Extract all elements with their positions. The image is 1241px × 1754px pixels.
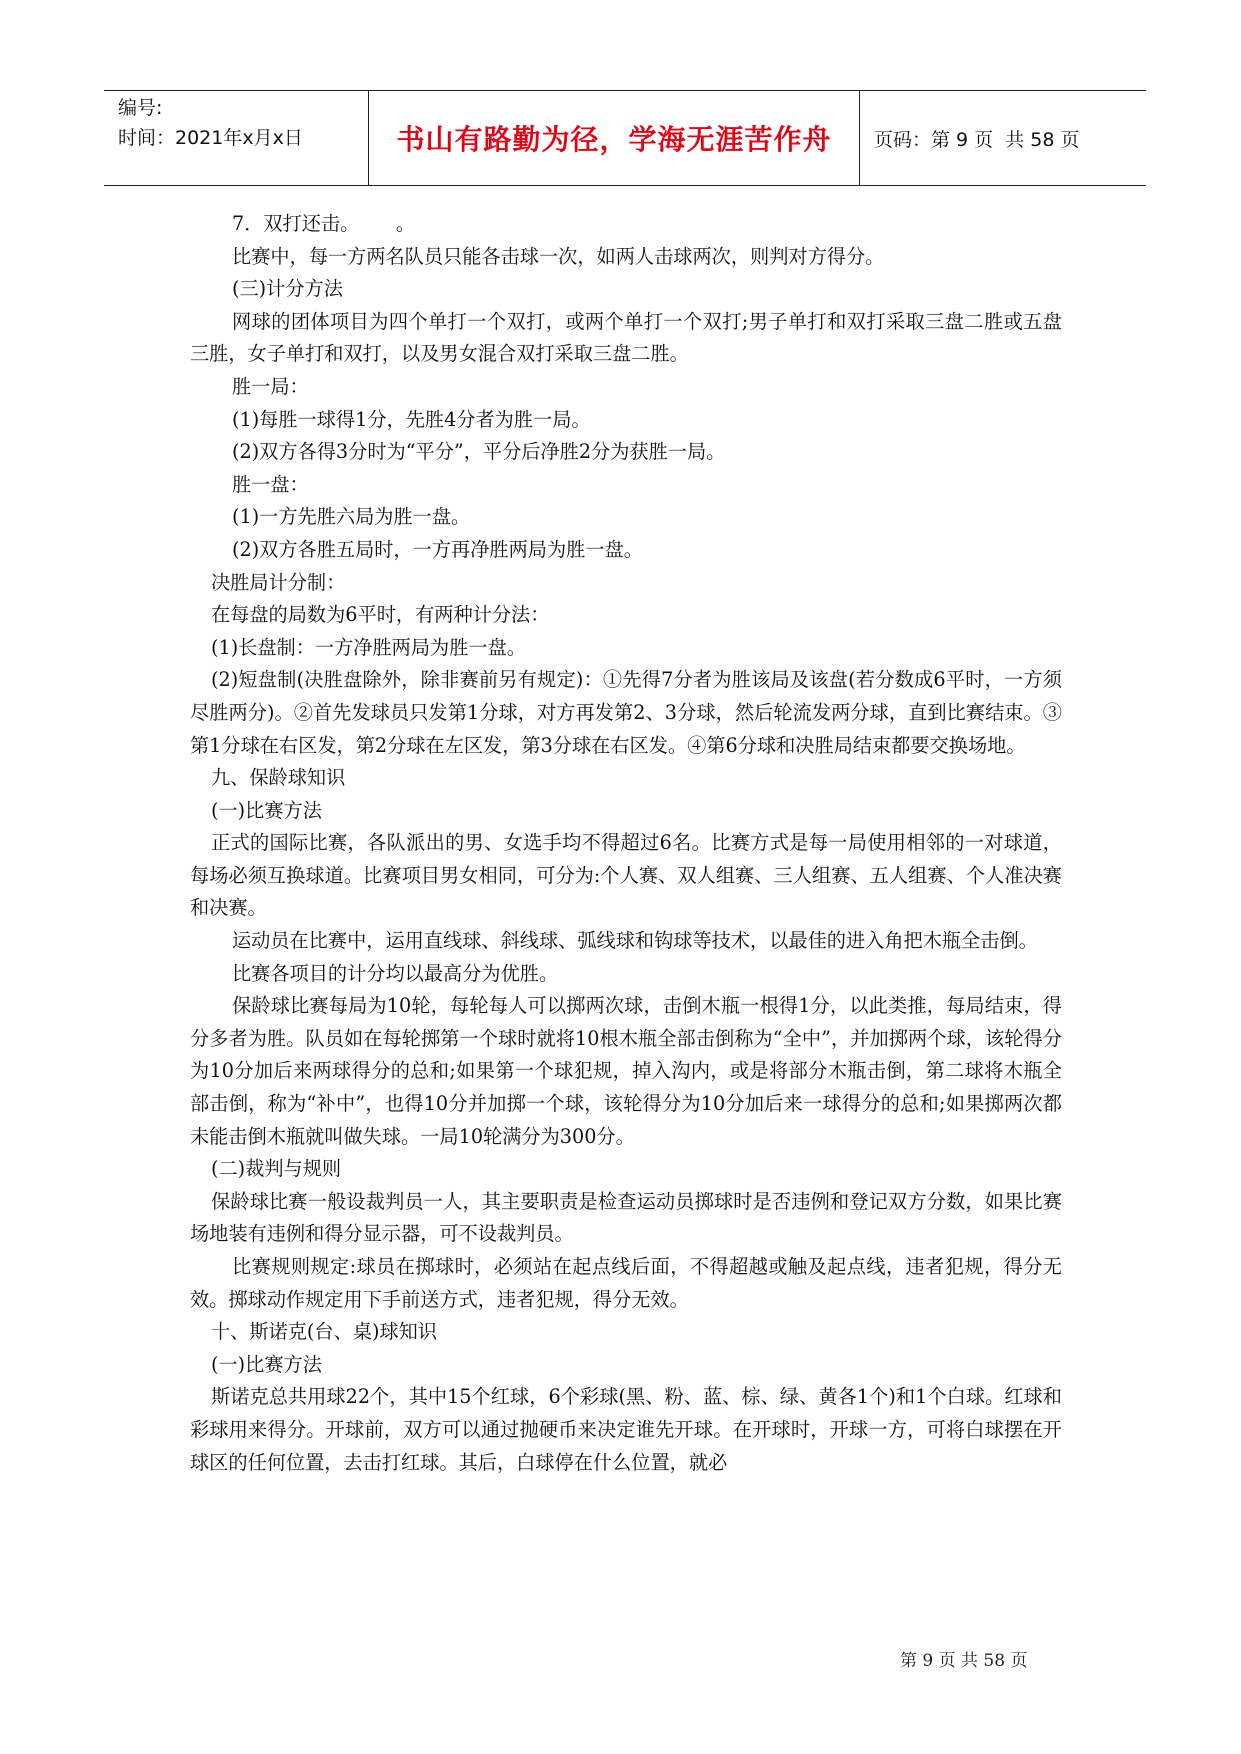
body-paragraph: 胜一局： [232, 374, 309, 398]
number-label: 编号: [118, 97, 163, 119]
body-paragraph: (2)双方各得3分时为“平分”，平分后净胜2分为获胜一局。 [232, 440, 726, 464]
body-paragraph: 网球的团体项目为四个单打一个双打，或两个单打一个双打;男子单打和双打采取三盘二胜或五盘三胜，女子单打和双打，以及男女混合双打采取三盘二胜。 [190, 309, 1062, 366]
document-header [104, 90, 1146, 186]
body-paragraph: 比赛各项目的计分均以最高分为优胜。 [232, 961, 559, 985]
header-motto: 书山有路勤为径，学海无涯苦作舟 [396, 123, 832, 156]
body-paragraph: (1)长盘制：一方净胜两局为胜一盘。 [211, 635, 526, 659]
header-page-info: 页码：第 9 页 共 58 页 [874, 128, 1080, 151]
document-body [190, 208, 1062, 1479]
body-paragraph: 十、斯诺克(台、桌)球知识 [211, 1320, 438, 1344]
body-paragraph: 7．双打还击。 。 [232, 212, 416, 235]
body-paragraph: (三)计分方法 [232, 277, 343, 301]
body-paragraph: 正式的国际比赛，各队派出的男、女选手均不得超过6名。比赛方式是每一局使用相邻的一对球道，每场必须互换球道。比赛项目男女相同，可分为:个人赛、双人组赛、三人组赛、五人组赛、个人准决赛和决赛。 [190, 831, 1062, 920]
body-paragraph: 在每盘的局数为6平时，有两种计分法： [211, 603, 550, 627]
header-meta [118, 93, 364, 153]
body-paragraph: 斯诺克总共用球22个，其中15个红球，6个彩球(黑、粉、蓝、棕、绿、黄各1个)和1个白球。红球和彩球用来得分。开球前，双方可以通过抛硬币来决定谁先开球。在开球时，开球一方，可将白球摆在开球区的任何位置，去击打红球。其后，白球停在什么位置，就必 [190, 1385, 1062, 1474]
body-paragraph: 比赛中，每一方两名队员只能各击球一次，如两人击球两次，则判对方得分。 [232, 244, 885, 268]
body-paragraph: 保龄球比赛每局为10轮，每轮每人可以掷两次球，击倒木瓶一根得1分，以此类推，每局结束，得分多者为胜。队员如在每轮掷第一个球时就将10根木瓶全部击倒称为“全中”，并加掷两个球，该轮得分为10分加后来两球得分的总和;如果第一个球犯规，掉入沟内，或是将部分木瓶击倒，第二球将木瓶全部击倒，称为“补中”，也得10分并加掷一个球，该轮得分为10分加后来一球得分的总和;如果掷两次都未能击倒木瓶就叫做失球。一局10轮满分为300分。 [190, 994, 1062, 1148]
body-paragraph: (2)短盘制(决胜盘除外，除非赛前另有规定)：①先得7分者为胜该局及该盘(若分数成6平时，一方须尽胜两分)。②首先发球员只发第1分球，对方再发第2、3分球，然后轮流发两分球，直到比赛结束。③第1分球在右区发，第2分球在左区发，第3分球在右区发。④第6分球和决胜局结束都要交换场地。 [190, 668, 1062, 757]
body-paragraph: (一)比赛方法 [211, 1352, 322, 1376]
header-divider [859, 91, 860, 185]
body-paragraph: (二)裁判与规则 [211, 1157, 342, 1181]
header-divider [368, 91, 369, 185]
body-paragraph: 胜一盘： [232, 472, 309, 496]
body-paragraph: 保龄球比赛一般设裁判员一人，其主要职责是检查运动员掷球时是否违例和登记双方分数，如果比赛场地装有违例和得分显示器，可不设裁判员。 [190, 1189, 1062, 1246]
body-paragraph: (2)双方各胜五局时，一方再净胜两局为胜一盘。 [232, 537, 643, 561]
body-paragraph: 比赛规则规定:球员在掷球时，必须站在起点线后面，不得超越或触及起点线，违者犯规，得分无效。掷球动作规定用下手前送方式，违者犯规，得分无效。 [190, 1255, 1062, 1311]
page-footer: 第 9 页 共 58 页 [900, 1651, 1028, 1671]
body-paragraph: 九、保龄球知识 [211, 766, 346, 790]
body-paragraph: (1)一方先胜六局为胜一盘。 [232, 505, 471, 529]
body-paragraph: (一)比赛方法 [211, 798, 322, 822]
body-paragraph: 决胜局计分制： [211, 570, 346, 594]
body-paragraph: (1)每胜一球得1分，先胜4分者为胜一局。 [232, 407, 591, 431]
body-paragraph: 运动员在比赛中，运用直线球、斜线球、弧线球和钩球等技术，以最佳的进入角把木瓶全击倒。 [232, 929, 1038, 953]
time-label: 时间：2021年x月x日 [118, 127, 303, 149]
